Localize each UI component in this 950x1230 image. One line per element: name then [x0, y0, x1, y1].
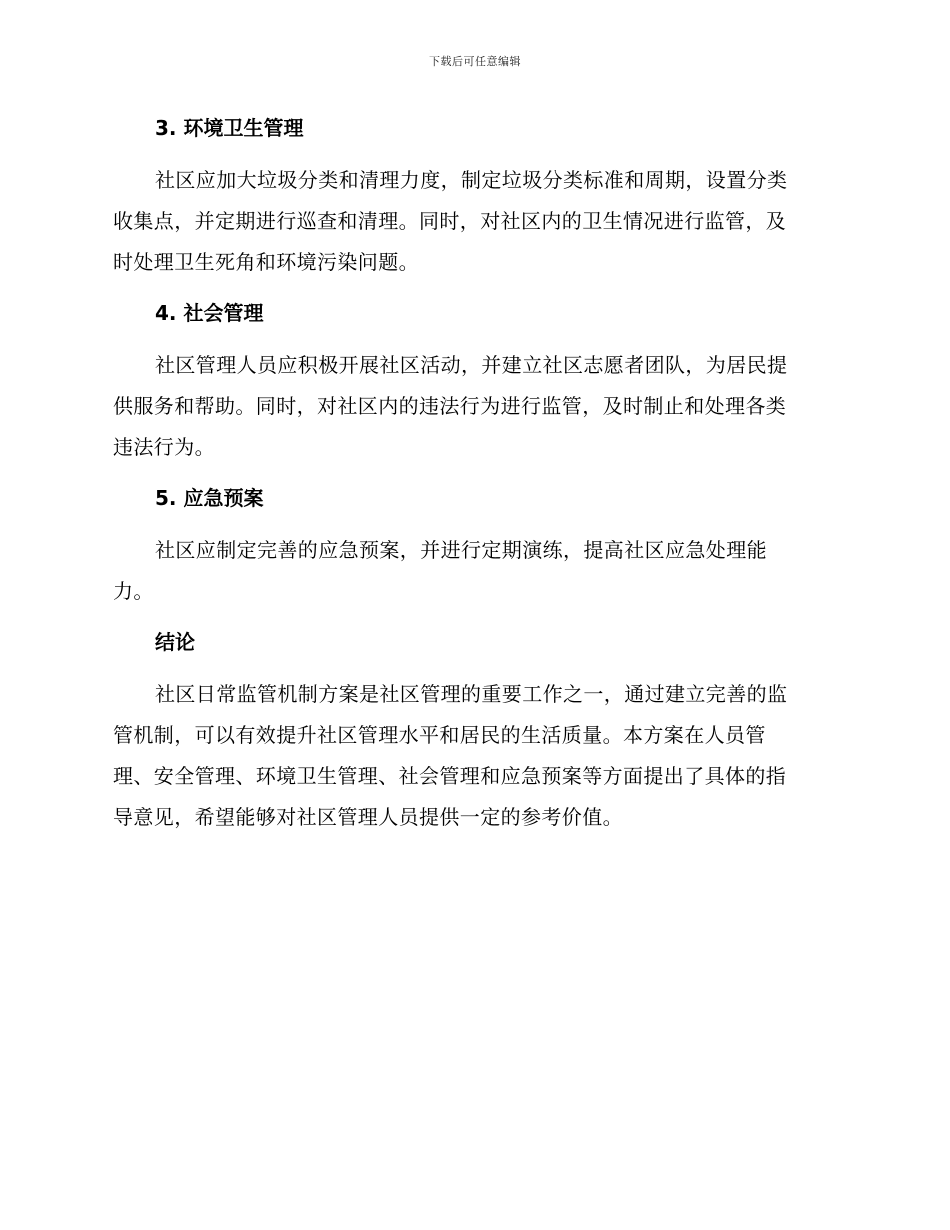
paragraph-line: 力。 [113, 579, 154, 603]
section-heading-emergency: 5. 应急预案 [155, 486, 264, 510]
document-body [113, 108, 833, 848]
paragraph-line: 供服务和帮助。同时，对社区内的违法行为进行监管，及时制止和处理各类 [113, 394, 787, 418]
paragraph-line: 违法行为。 [113, 435, 215, 459]
paragraph-line: 管机制，可以有效提升社区管理水平和居民的生活质量。本方案在人员管 [113, 723, 766, 747]
paragraph-line: 理、安全管理、环境卫生管理、社会管理和应急预案等方面提出了具体的指 [113, 764, 787, 788]
section-paragraph-environment [113, 160, 833, 283]
paragraph-line: 社区日常监管机制方案是社区管理的重要工作之一，通过建立完善的监 [155, 682, 788, 706]
paragraph-line: 社区应制定完善的应急预案，并进行定期演练，提高社区应急处理能 [155, 538, 767, 562]
paragraph-line: 社区管理人员应积极开展社区活动，并建立社区志愿者团队，为居民提 [155, 353, 788, 377]
paragraph-line: 时处理卫生死角和环境污染问题。 [113, 250, 419, 274]
section-heading-environment: 3. 环境卫生管理 [155, 116, 304, 140]
section-heading-conclusion: 结论 [155, 630, 195, 654]
page-header-note: 下载后可任意编辑 [429, 55, 521, 68]
paragraph-line: 社区应加大垃圾分类和清理力度，制定垃圾分类标准和周期，设置分类 [155, 168, 788, 192]
paragraph-line: 收集点，并定期进行巡查和清理。同时，对社区内的卫生情况进行监管，及 [113, 209, 787, 233]
section-heading-social: 4. 社会管理 [155, 301, 264, 325]
paragraph-line: 导意见，希望能够对社区管理人员提供一定的参考价值。 [113, 805, 623, 829]
section-paragraph-social [113, 345, 833, 468]
section-paragraph-emergency [113, 530, 833, 612]
section-paragraph-conclusion [113, 674, 833, 838]
